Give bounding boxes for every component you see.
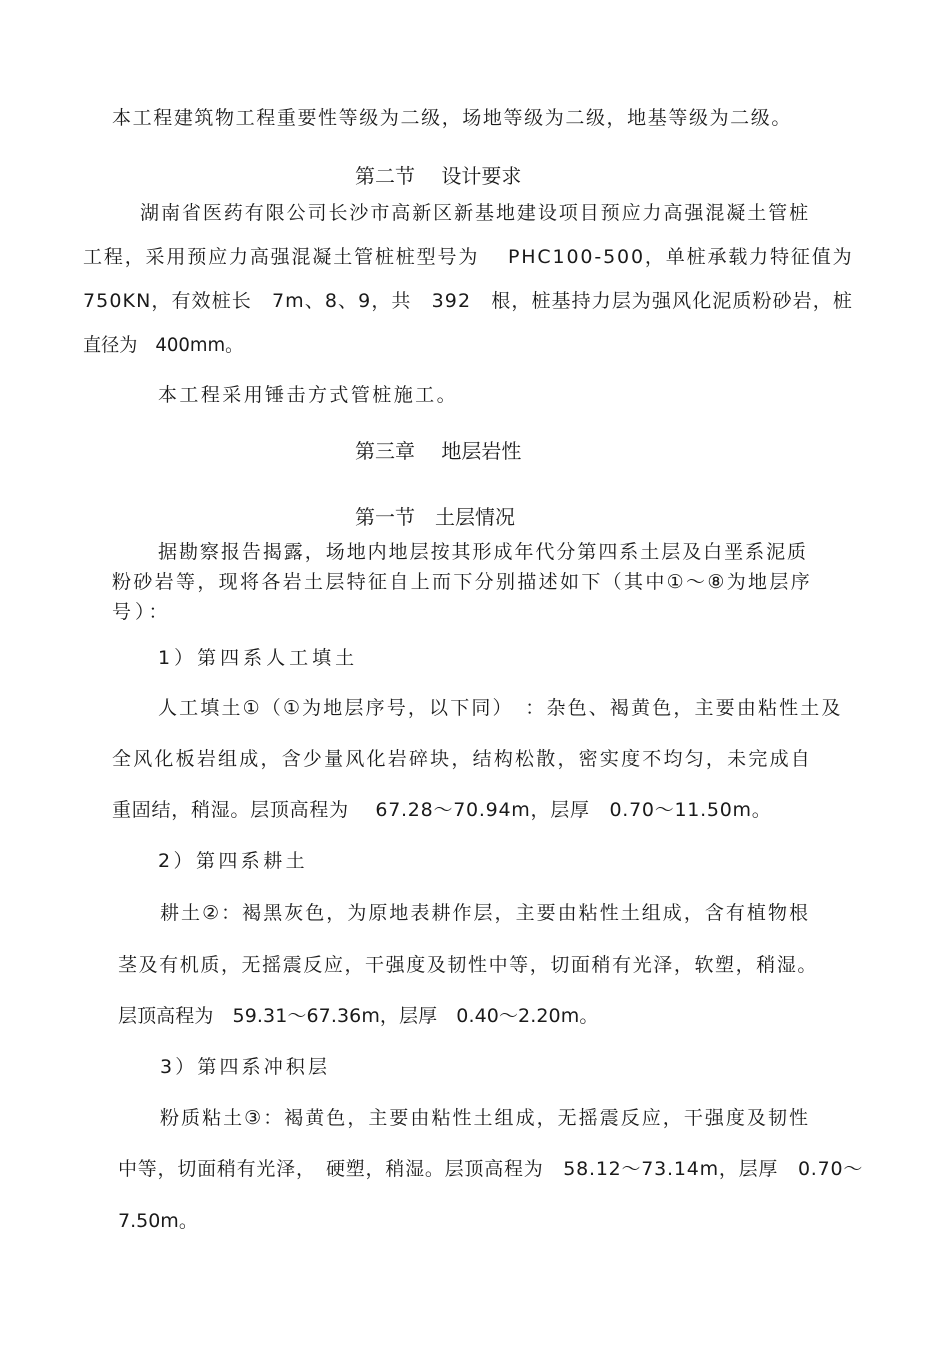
chapter-heading: 第三章 地层岩性 bbox=[355, 439, 522, 463]
paragraph-line: 粉质粘土③：褐黄色，主要由粘性土组成，无摇震反应，干强度及韧性 bbox=[160, 1107, 811, 1129]
paragraph-line: 据勘察报告揭露，场地内地层按其形成年代分第四系土层及白垩系泥质 bbox=[158, 541, 809, 563]
paragraph-line: 人工填土①（①为地层序号，以下同） ：杂色、褐黄色，主要由粘性土及 bbox=[158, 697, 843, 719]
paragraph-line: 茎及有机质，无摇震反应，干强度及韧性中等，切面稍有光泽，软塑，稍湿。 bbox=[118, 954, 818, 976]
paragraph-line: 工程，采用预应力高强混凝土管桩桩型号为 PHC100-500，单桩承载力特征值为 bbox=[83, 246, 854, 268]
paragraph-line: 粉砂岩等，现将各岩土层特征自上而下分别描述如下（其中①～⑧为地层序 bbox=[112, 571, 813, 593]
paragraph-line: 湖南省医药有限公司长沙市高新区新基地建设项目预应力高强混凝土管桩 bbox=[140, 202, 811, 224]
paragraph-line: 中等，切面稍有光泽， 硬塑，稍湿。层顶高程为 58.12～73.14m，层厚 0.70～ bbox=[118, 1158, 864, 1180]
paragraph-line: 号）： bbox=[112, 601, 172, 623]
paragraph-line: 750KN，有效桩长 7m、8、9，共 392 根，桩基持力层为强风化泥质粉砂岩，桩 bbox=[83, 290, 853, 312]
paragraph-line: 全风化板岩组成，含少量风化岩碎块，结构松散，密实度不均匀，未完成自 bbox=[112, 748, 812, 770]
paragraph-line: 重固结，稍湿。层顶高程为 67.28～70.94m，层厚 0.70～11.50m。 bbox=[112, 799, 772, 821]
list-heading: 1）第四系人工填土 bbox=[158, 647, 359, 669]
paragraph-line: 层顶高程为 59.31～67.36m，层厚 0.40～2.20m。 bbox=[118, 1005, 599, 1027]
list-heading: 3）第四系冲积层 bbox=[160, 1056, 331, 1078]
paragraph-line: 直径为 400mm。 bbox=[83, 334, 244, 356]
section-heading: 第二节 设计要求 bbox=[355, 164, 522, 188]
paragraph-line: 本工程建筑物工程重要性等级为二级，场地等级为二级，地基等级为二级。 bbox=[112, 107, 792, 129]
paragraph-line: 7.50m。 bbox=[118, 1210, 198, 1232]
list-heading: 2）第四系耕土 bbox=[158, 850, 309, 872]
section-heading: 第一节 土层情况 bbox=[355, 505, 515, 529]
paragraph-line: 耕土②：褐黑灰色，为原地表耕作层，主要由粘性土组成，含有植物根 bbox=[160, 902, 811, 924]
paragraph-line: 本工程采用锤击方式管桩施工。 bbox=[158, 384, 459, 406]
